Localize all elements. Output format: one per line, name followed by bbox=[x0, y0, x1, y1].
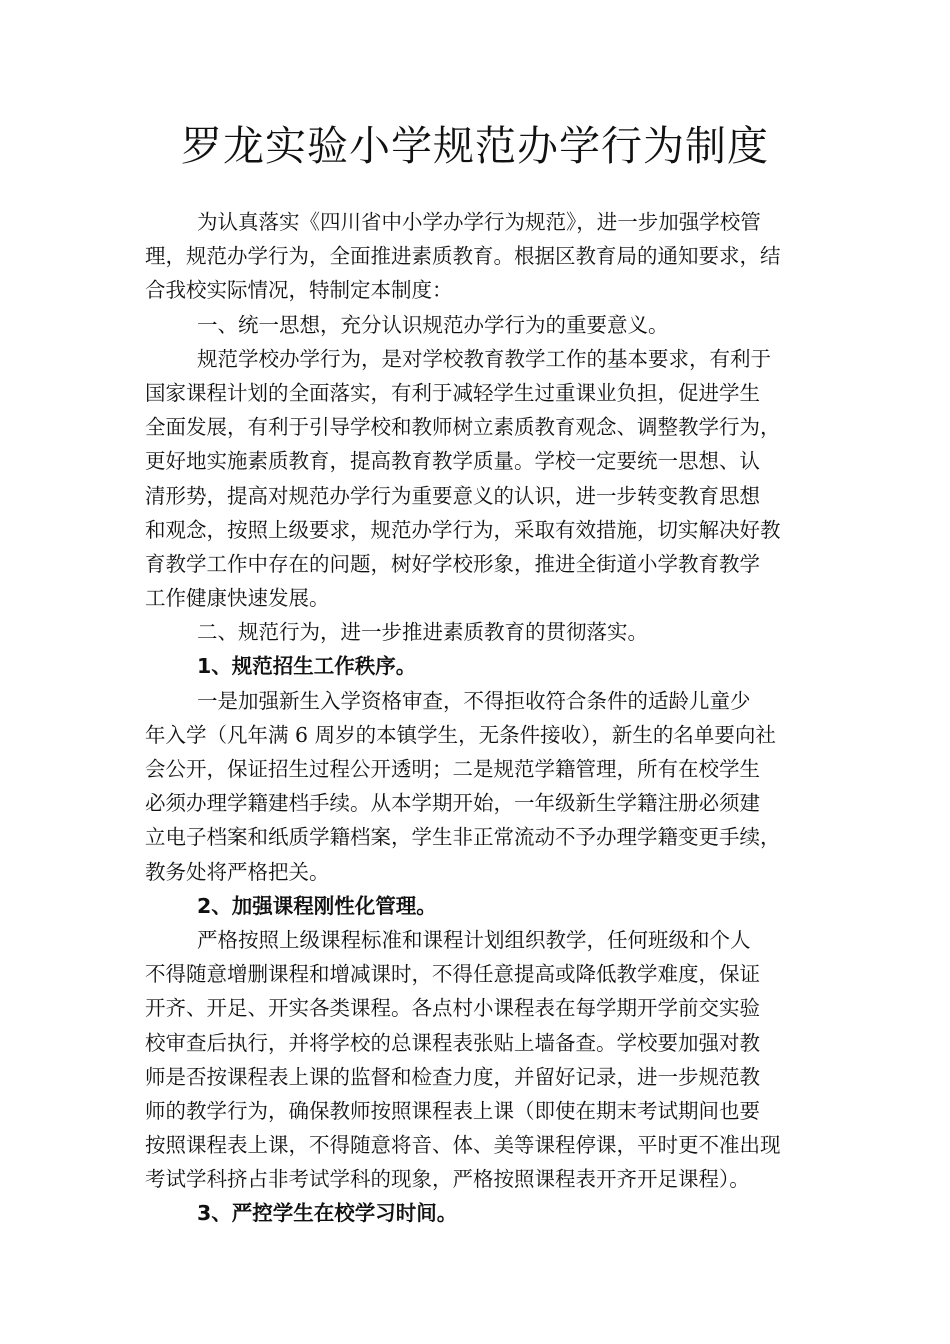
paragraph-line: 育教学工作中存在的问题，树好学校形象，推进全街道小学教育教学 bbox=[145, 551, 760, 576]
paragraph-line: 一是加强新生入学资格审查，不得拒收符合条件的适龄儿童少 bbox=[197, 688, 751, 713]
subsection-heading: 3、严控学生在校学习时间。 bbox=[197, 1201, 458, 1226]
paragraph-line: 国家课程计划的全面落实，有利于减轻学生过重课业负担，促进学生 bbox=[145, 380, 760, 405]
section-heading: 一、统一思想，充分认识规范办学行为的重要意义。 bbox=[197, 312, 669, 337]
paragraph-line: 严格按照上级课程标准和课程计划组织教学，任何班级和个人 bbox=[197, 927, 751, 952]
paragraph-line: 开齐、开足、开实各类课程。各点村小课程表在每学期开学前交实验 bbox=[145, 996, 760, 1021]
paragraph-line: 不得随意增删课程和增减课时，不得任意提高或降低教学难度，保证 bbox=[145, 962, 760, 987]
paragraph-line: 校审查后执行，并将学校的总课程表张贴上墙备查。学校要加强对教 bbox=[145, 1030, 760, 1055]
paragraph-line: 规范学校办学行为，是对学校教育教学工作的基本要求，有利于 bbox=[197, 346, 771, 371]
paragraph-line: 师的教学行为，确保教师按照课程表上课（即使在期末考试期间也要 bbox=[145, 1098, 760, 1123]
paragraph-line: 更好地实施素质教育，提高教育教学质量。学校一定要统一思想、认 bbox=[145, 449, 760, 474]
paragraph-line: 和观念，按照上级要求，规范办学行为，采取有效措施，切实解决好教 bbox=[145, 517, 781, 542]
paragraph-line: 为认真落实《四川省中小学办学行为规范》，进一步加强学校管 bbox=[197, 210, 761, 234]
paragraph-line: 全面发展，有利于引导学校和教师树立素质教育观念、调整教学行为， bbox=[145, 415, 781, 440]
section-heading: 二、规范行为，进一步推进素质教育的贯彻落实。 bbox=[197, 620, 648, 645]
document-title: 罗龙实验小学规范办学行为制度 bbox=[181, 122, 769, 170]
paragraph-line: 工作健康快速发展。 bbox=[145, 586, 330, 611]
paragraph-line: 清形势，提高对规范办学行为重要意义的认识，进一步转变教育思想 bbox=[145, 483, 760, 508]
paragraph-line: 教务处将严格把关。 bbox=[145, 859, 330, 884]
paragraph-line: 立电子档案和纸质学籍档案，学生非正常流动不予办理学籍变更手续， bbox=[145, 825, 781, 850]
subsection-heading: 1、规范招生工作秩序。 bbox=[197, 654, 417, 679]
document-body bbox=[145, 205, 810, 1231]
paragraph-line: 按照课程表上课，不得随意将音、体、美等课程停课，平时更不准出现 bbox=[145, 1133, 781, 1158]
subsection-heading: 2、加强课程刚性化管理。 bbox=[197, 893, 437, 918]
paragraph-line: 理，规范办学行为，全面推进素质教育。根据区教育局的通知要求，结 bbox=[145, 244, 781, 269]
paragraph-line: 考试学科挤占非考试学科的现象，严格按照课程表开齐开足课程）。 bbox=[145, 1167, 750, 1192]
paragraph-line: 年入学（凡年满 6 周岁的本镇学生，无条件接收），新生的名单要向社 bbox=[145, 722, 776, 747]
paragraph-line: 师是否按课程表上课的监督和检查力度，并留好记录，进一步规范教 bbox=[145, 1064, 760, 1089]
paragraph-line: 合我校实际情况，特制定本制度： bbox=[145, 278, 453, 303]
paragraph-line: 会公开，保证招生过程公开透明；二是规范学籍管理，所有在校学生 bbox=[145, 757, 760, 781]
paragraph-line: 必须办理学籍建档手续。从本学期开始，一年级新生学籍注册必须建 bbox=[145, 791, 760, 816]
